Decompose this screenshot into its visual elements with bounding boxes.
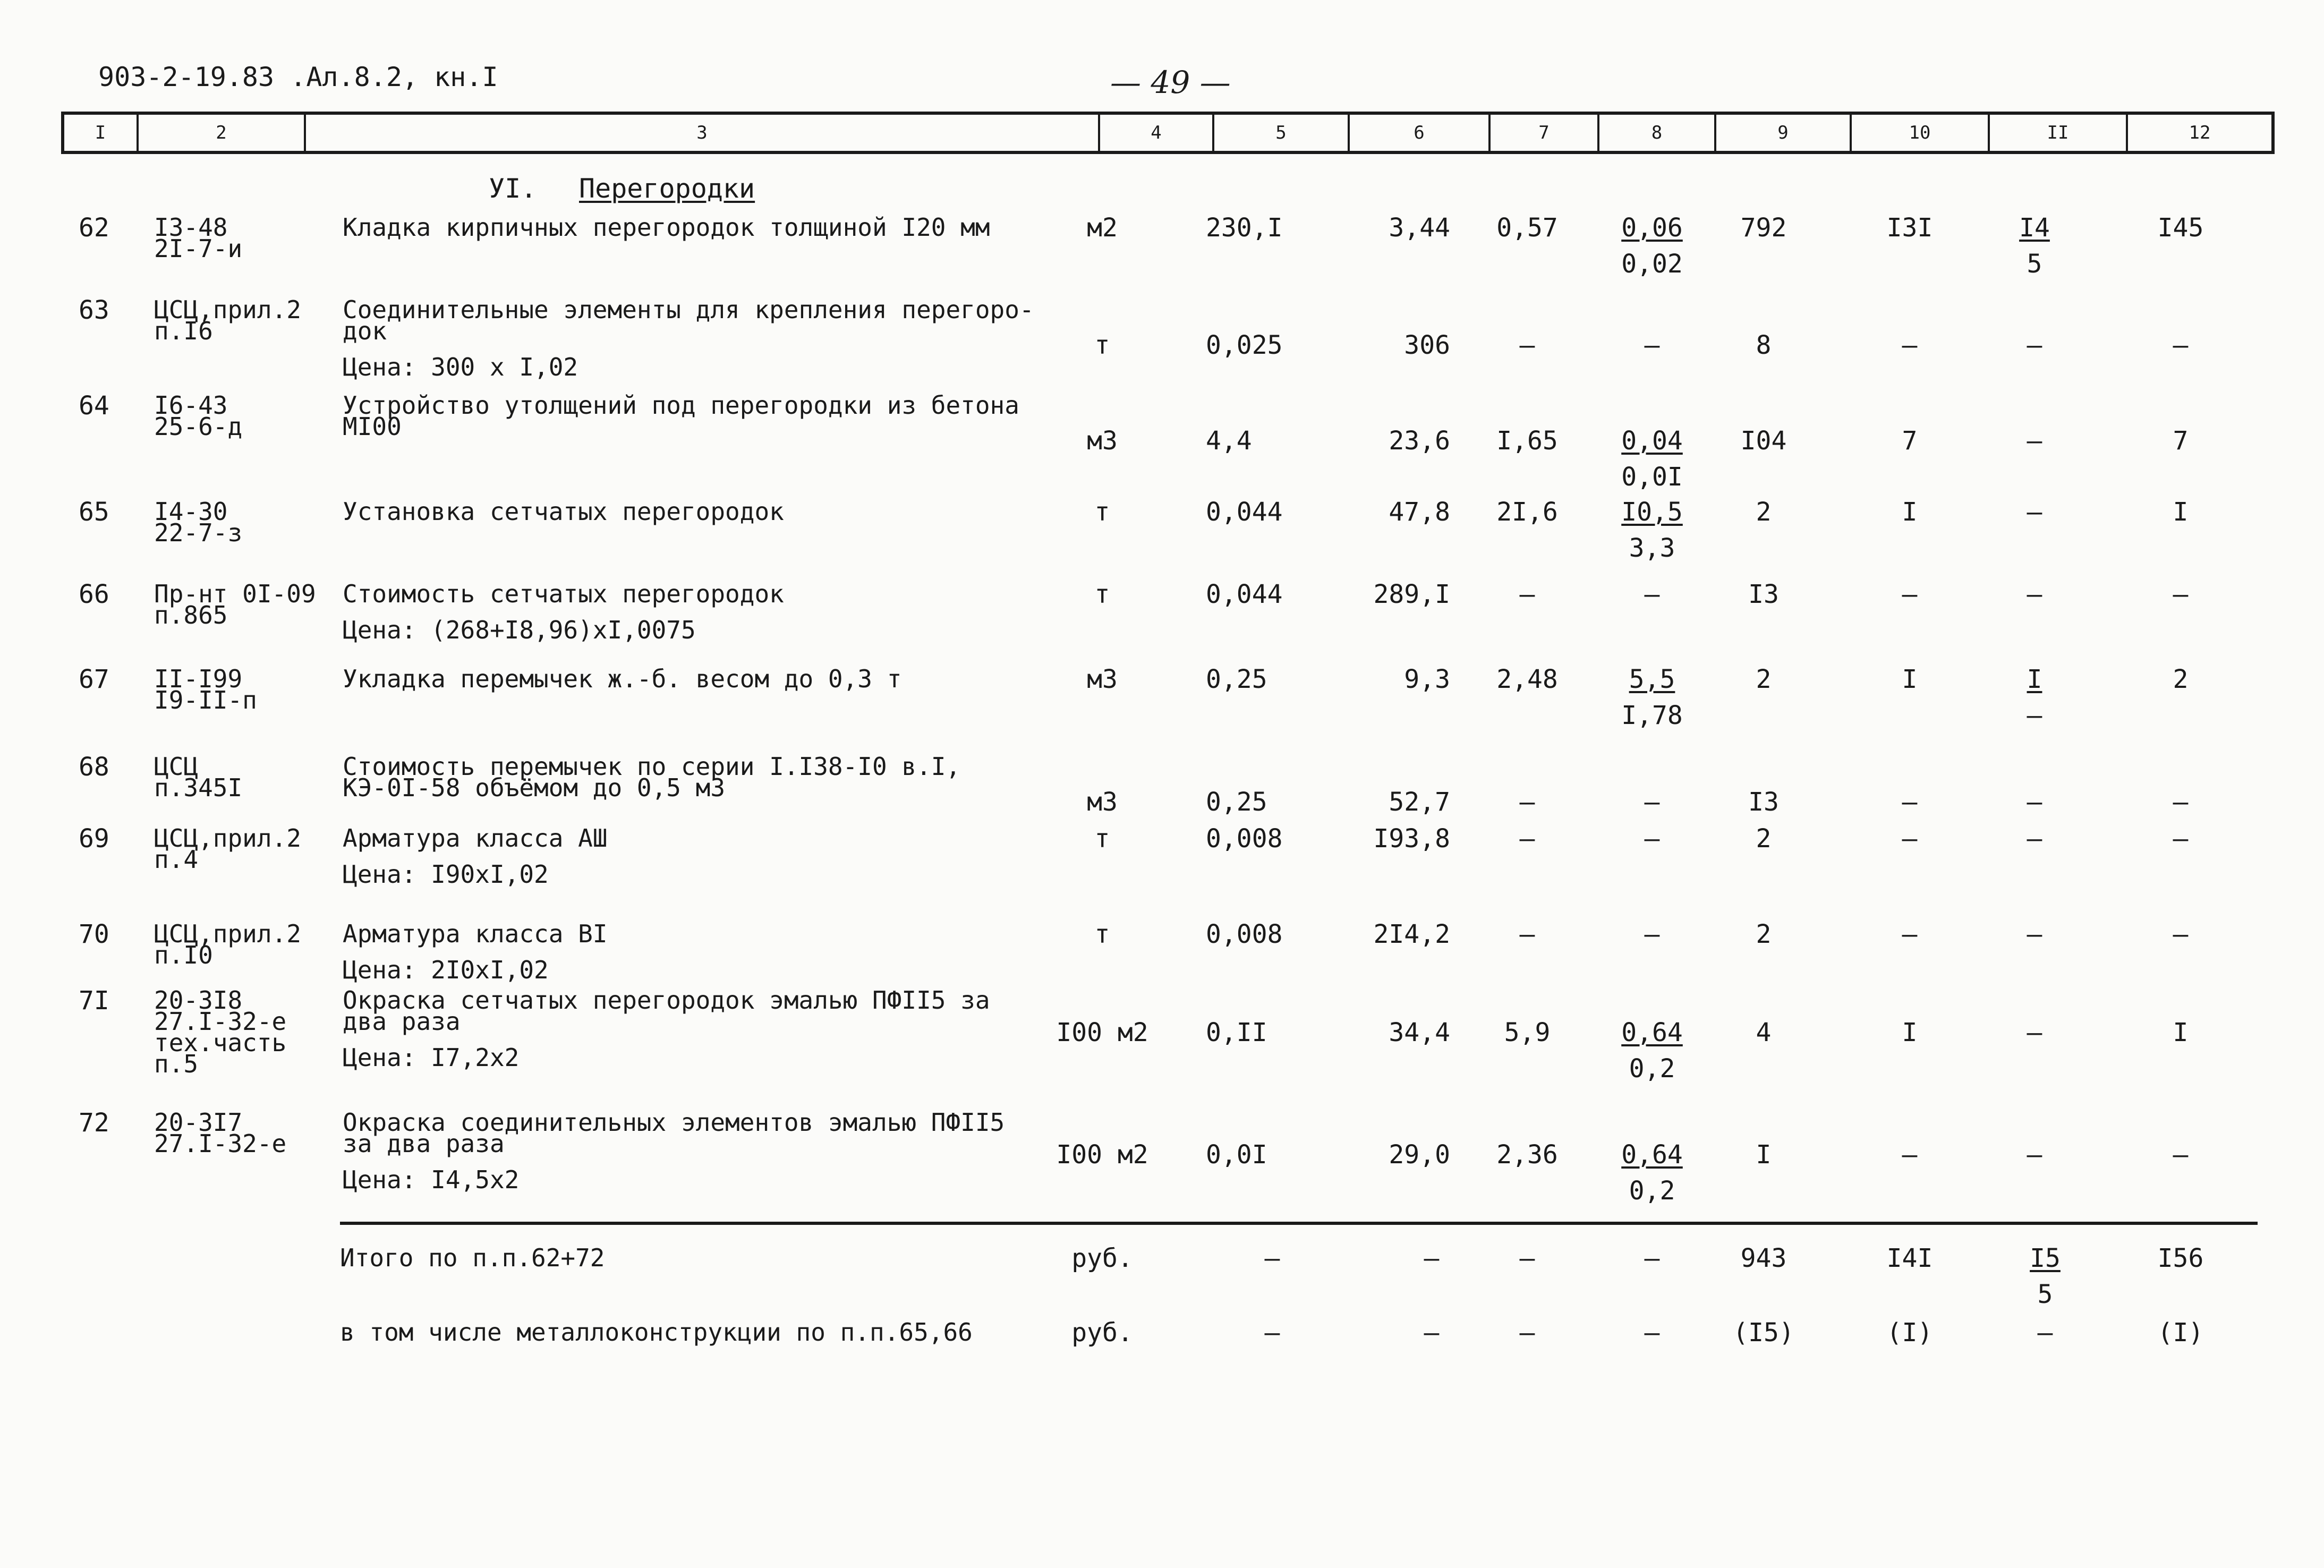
reference-code: п.I6: [154, 317, 213, 345]
col8-sub-value: 0,0I: [1621, 462, 1683, 492]
col7-value: –: [1519, 787, 1535, 817]
row-number: 67: [79, 664, 109, 694]
row-number: 72: [79, 1108, 109, 1138]
column-number-cell: 3: [306, 115, 1100, 151]
price-note: Цена: 2I0хI,02: [343, 956, 549, 984]
col8-value: 0,04: [1621, 426, 1683, 456]
col8-value: –: [1644, 919, 1660, 949]
quantity: 0,25: [1206, 664, 1267, 694]
col7-value: –: [1519, 824, 1535, 854]
col7-value: –: [1519, 1243, 1535, 1273]
reference-code: ЦСЦ,прил.2: [154, 824, 301, 853]
col7-value: –: [1519, 330, 1535, 360]
col8-value: I0,5: [1621, 497, 1683, 527]
row-number: 65: [79, 497, 109, 527]
reference-code: 27.I-32-е: [154, 1007, 287, 1036]
column-number-cell: 2: [139, 115, 306, 151]
col8-value: 0,64: [1621, 1140, 1683, 1170]
col9-value: I04: [1740, 426, 1787, 456]
col11-value: –: [2027, 1140, 2042, 1170]
col11-value: –: [2027, 1018, 2042, 1047]
col11-value: I5: [2030, 1243, 2061, 1273]
price-note: Цена: I4,5х2: [343, 1165, 520, 1194]
column-number-cell: 9: [1716, 115, 1852, 151]
col12-value: I45: [2157, 213, 2204, 243]
col8-value: –: [1644, 824, 1660, 854]
col9-value: 4: [1756, 1018, 1772, 1047]
col10-value: I: [1902, 1018, 1918, 1047]
column-number-cell: 5: [1214, 115, 1350, 151]
reference-code: II-I99: [154, 664, 243, 693]
reference-code: I9-II-п: [154, 686, 257, 714]
col9-value: 2: [1756, 664, 1772, 694]
reference-code: 20-3I8: [154, 986, 243, 1015]
col7-value: 2,48: [1496, 664, 1558, 694]
row-number: 62: [79, 213, 109, 243]
unit-price: 289,I: [1373, 580, 1450, 609]
col11-value: –: [2027, 919, 2042, 949]
row-number: 63: [79, 295, 109, 325]
section-number: УI.: [489, 173, 537, 204]
section-title: Перегородки: [579, 173, 755, 204]
unit-price: –: [1424, 1318, 1440, 1348]
unit-price: 23,6: [1389, 426, 1450, 456]
col10-value: –: [1902, 330, 1918, 360]
unit-price: 52,7: [1389, 787, 1450, 817]
column-number-cell: 8: [1599, 115, 1716, 151]
col12-value: –: [2173, 787, 2189, 817]
col11-sub-value: 5: [2037, 1280, 2053, 1309]
col12-value: I56: [2157, 1243, 2204, 1273]
col8-sub-value: 0,02: [1621, 249, 1683, 279]
row-number: 7I: [79, 986, 109, 1016]
work-description: Арматура класса ВI: [343, 919, 608, 948]
work-description: Установка сетчатых перегородок: [343, 497, 784, 526]
col11-value: –: [2027, 426, 2042, 456]
quantity: 0,25: [1206, 787, 1267, 817]
work-description: Окраска сетчатых перегородок эмалью ПФII5 за: [343, 986, 990, 1015]
col8-value: 0,64: [1621, 1018, 1683, 1047]
col8-value: –: [1644, 580, 1660, 609]
col10-value: –: [1902, 824, 1918, 854]
reference-code: ЦСЦ,прил.2: [154, 919, 301, 948]
totals-label: в том числе металлоконструкции по п.п.65,66: [340, 1318, 973, 1347]
unit-price: –: [1424, 1243, 1440, 1273]
col12-value: I: [2173, 497, 2189, 527]
col9-value: 8: [1756, 330, 1772, 360]
col8-sub-value: 3,3: [1629, 533, 1675, 563]
col9-value: I3: [1748, 580, 1779, 609]
col8-sub-value: 0,2: [1629, 1054, 1675, 1084]
col12-value: –: [2173, 580, 2189, 609]
col8-value: –: [1644, 1318, 1660, 1348]
col10-value: –: [1902, 787, 1918, 817]
reference-code: п.5: [154, 1050, 199, 1078]
col8-value: –: [1644, 787, 1660, 817]
work-description: Устройство утолщений под перегородки из бетона: [343, 391, 1019, 420]
reference-code: п.I0: [154, 941, 213, 969]
col10-value: I: [1902, 664, 1918, 694]
reference-code: 20-3I7: [154, 1108, 243, 1137]
doc-reference: 903-2-19.83 .Ал.8.2, кн.I: [98, 62, 498, 92]
work-description: Кладка кирпичных перегородок толщиной I20 мм: [343, 213, 990, 242]
reference-code: п.4: [154, 845, 199, 874]
row-number: 64: [79, 391, 109, 421]
quantity: 0,044: [1206, 497, 1283, 527]
reference-code: ЦСЦ,прил.2: [154, 295, 301, 324]
price-note: Цена: (268+I8,96)хI,0075: [343, 616, 696, 644]
work-description: два раза: [343, 1007, 461, 1036]
col12-value: –: [2173, 1140, 2189, 1170]
unit-price: 29,0: [1389, 1140, 1450, 1170]
col9-value: 943: [1740, 1243, 1787, 1273]
column-number-header: [61, 112, 2275, 154]
column-number-cell: 4: [1100, 115, 1214, 151]
col10-value: (I): [1886, 1318, 1933, 1348]
totals-label: Итого по п.п.62+72: [340, 1243, 605, 1272]
unit-price: 34,4: [1389, 1018, 1450, 1047]
col12-value: 2: [2173, 664, 2189, 694]
price-note: Цена: I7,2х2: [343, 1043, 520, 1072]
col12-value: 7: [2173, 426, 2189, 456]
col9-value: I: [1756, 1140, 1772, 1170]
row-number: 70: [79, 919, 109, 949]
reference-code: ЦСЦ: [154, 752, 199, 781]
col7-value: 0,57: [1496, 213, 1558, 243]
column-number-cell: 12: [2189, 122, 2211, 143]
reference-code: I4-30: [154, 497, 228, 526]
col10-value: –: [1902, 919, 1918, 949]
col10-value: 7: [1902, 426, 1918, 456]
work-description: КЭ-0I-58 объёмом до 0,5 м3: [343, 773, 726, 802]
col7-value: I,65: [1496, 426, 1558, 456]
work-description: Стоимость перемычек по серии I.I38-I0 в.I,: [343, 752, 961, 781]
quantity: 0,II: [1206, 1018, 1267, 1047]
reference-code: п.865: [154, 601, 228, 629]
reference-code: 2I-7-и: [154, 234, 243, 263]
reference-code: I6-43: [154, 391, 228, 420]
row-number: 69: [79, 824, 109, 854]
totals-divider: [340, 1222, 2258, 1225]
reference-code: 25-6-д: [154, 412, 243, 441]
quantity: 0,044: [1206, 580, 1283, 609]
quantity: –: [1264, 1243, 1280, 1273]
column-number-cell: II: [1990, 115, 2128, 151]
page-number: — 49 —: [1110, 64, 1231, 100]
col8-sub-value: I,78: [1621, 701, 1683, 730]
price-note: Цена: I90хI,02: [343, 860, 549, 889]
col12-value: (I): [2157, 1318, 2204, 1348]
col9-value: 792: [1740, 213, 1787, 243]
reference-code: тех.часть: [154, 1028, 287, 1057]
col8-value: 0,06: [1621, 213, 1683, 243]
col10-value: –: [1902, 1140, 1918, 1170]
col11-value: –: [2027, 330, 2042, 360]
work-description: Окраска соединительных элементов эмалью ПФII5: [343, 1108, 1005, 1137]
col8-value: 5,5: [1629, 664, 1675, 694]
col11-sub-value: –: [2027, 701, 2042, 730]
col7-value: –: [1519, 580, 1535, 609]
quantity: 4,4: [1206, 426, 1252, 456]
col8-value: –: [1644, 1243, 1660, 1273]
col9-value: 2: [1756, 497, 1772, 527]
row-number: 68: [79, 752, 109, 782]
column-number-cell: 6: [1350, 115, 1491, 151]
quantity: 230,I: [1206, 213, 1283, 243]
quantity: 0,008: [1206, 824, 1283, 854]
col12-value: I: [2173, 1018, 2189, 1047]
col11-value: –: [2027, 580, 2042, 609]
col7-value: –: [1519, 1318, 1535, 1348]
reference-code: п.345I: [154, 773, 243, 802]
col10-value: I3I: [1886, 213, 1933, 243]
quantity: 0,008: [1206, 919, 1283, 949]
col11-value: –: [2027, 824, 2042, 854]
col12-value: –: [2173, 824, 2189, 854]
col8-sub-value: 0,2: [1629, 1176, 1675, 1206]
col11-value: –: [2027, 787, 2042, 817]
col11-value: –: [2037, 1318, 2053, 1348]
col8-value: –: [1644, 330, 1660, 360]
work-description: Укладка перемычек ж.-б. весом до 0,3 т: [343, 664, 902, 693]
unit-price: 306: [1404, 330, 1450, 360]
column-number-cell: I: [64, 115, 139, 151]
reference-code: Пр-нт 0I-09: [154, 580, 316, 608]
unit-price: 9,3: [1404, 664, 1450, 694]
col11-sub-value: 5: [2027, 249, 2042, 279]
col7-value: –: [1519, 919, 1535, 949]
reference-code: 27.I-32-е: [154, 1129, 287, 1158]
col7-value: 2,36: [1496, 1140, 1558, 1170]
col7-value: 5,9: [1504, 1018, 1551, 1047]
column-number-cell: 7: [1491, 115, 1599, 151]
col11-value: I: [2027, 664, 2042, 694]
col9-value: I3: [1748, 787, 1779, 817]
unit-price: 2I4,2: [1373, 919, 1450, 949]
unit-price: I93,8: [1373, 824, 1450, 854]
col12-value: –: [2173, 919, 2189, 949]
unit-price: 47,8: [1389, 497, 1450, 527]
col9-value: (I5): [1733, 1318, 1794, 1348]
column-number-cell: 10: [1852, 115, 1990, 151]
quantity: –: [1264, 1318, 1280, 1348]
col10-value: I: [1902, 497, 1918, 527]
work-description: Соединительные элементы для крепления перегоро-: [343, 295, 1034, 324]
quantity: 0,0I: [1206, 1140, 1267, 1170]
col11-value: I4: [2019, 213, 2050, 243]
reference-code: 22-7-з: [154, 518, 243, 547]
work-description: Арматура класса АШ: [343, 824, 608, 853]
price-note: Цена: 300 х I,02: [343, 353, 578, 381]
unit-price: 3,44: [1389, 213, 1450, 243]
reference-code: I3-48: [154, 213, 228, 242]
col12-value: –: [2173, 330, 2189, 360]
work-description: за два раза: [343, 1129, 505, 1158]
col9-value: 2: [1756, 824, 1772, 854]
col10-value: I4I: [1886, 1243, 1933, 1273]
col10-value: –: [1902, 580, 1918, 609]
col7-value: 2I,6: [1496, 497, 1558, 527]
col9-value: 2: [1756, 919, 1772, 949]
quantity: 0,025: [1206, 330, 1283, 360]
row-number: 66: [79, 580, 109, 609]
work-description: Стоимость сетчатых перегородок: [343, 580, 784, 608]
work-description: МI00: [343, 412, 402, 441]
col11-value: –: [2027, 497, 2042, 527]
work-description: док: [343, 317, 387, 345]
